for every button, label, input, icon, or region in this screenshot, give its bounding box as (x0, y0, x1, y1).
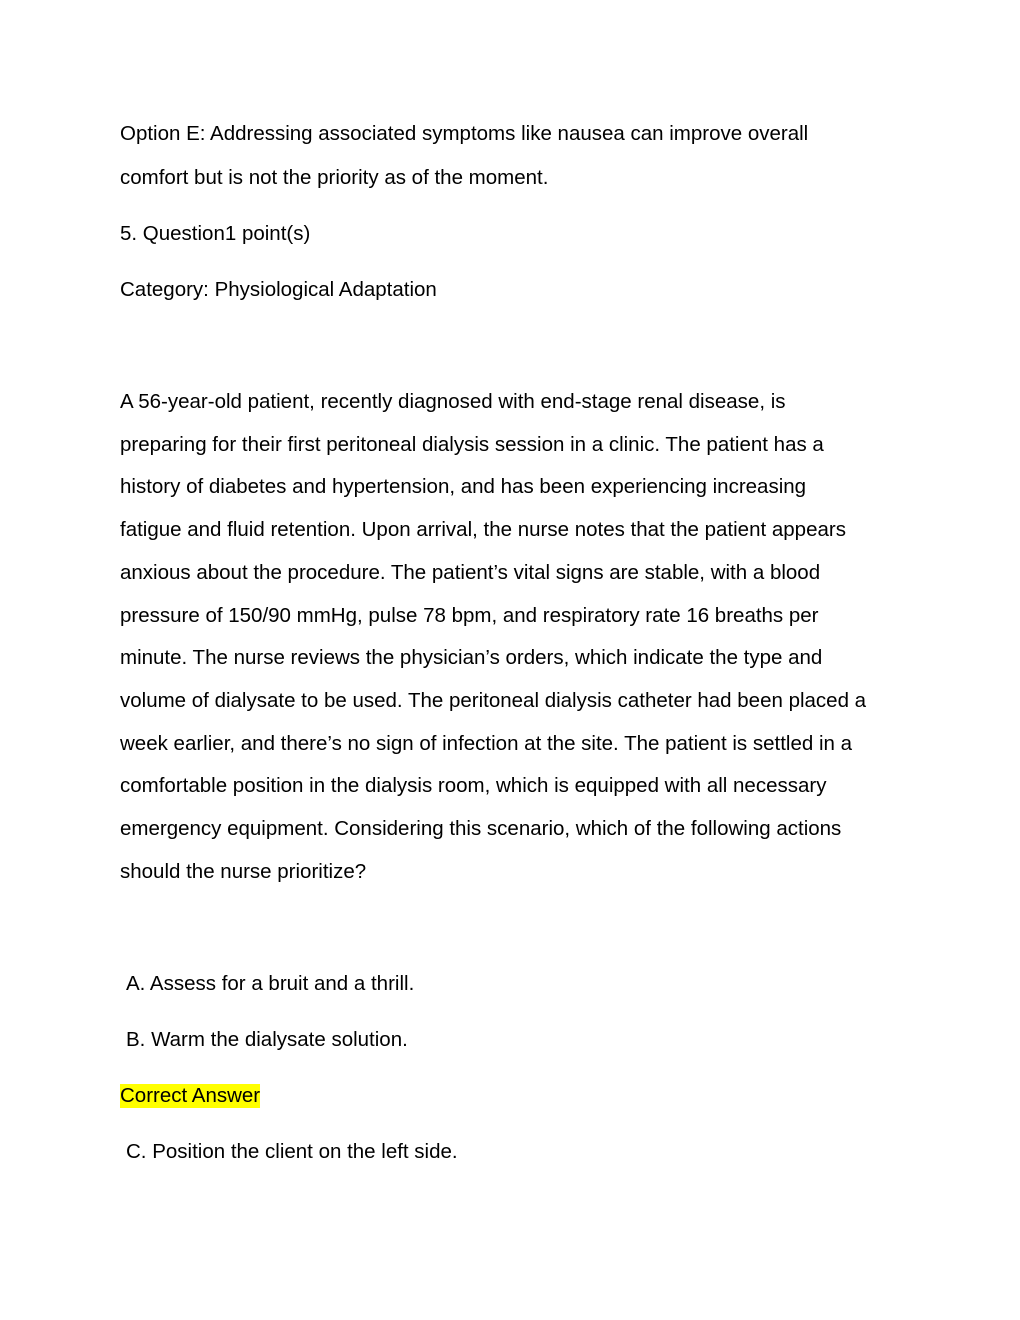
question-category: Category: Physiological Adaptation (120, 278, 437, 301)
correct-answer-label (120, 1084, 260, 1108)
question-stem-line: A 56-year-old patient, recently diagnosed with end-stage renal disease, is (120, 390, 786, 413)
question-header: 5. Question1 point(s) (120, 222, 311, 245)
question-stem-line: history of diabetes and hypertension, and has been experiencing increasing (120, 475, 807, 498)
question-stem-line: fatigue and fluid retention. Upon arrival, the nurse notes that the patient appears (120, 518, 846, 541)
answer-option-b: B. Warm the dialysate solution. (126, 1028, 408, 1051)
rationale-line: Option E: Addressing associated symptoms like nausea can improve overall (120, 122, 809, 145)
answer-option-a: A. Assess for a bruit and a thrill. (126, 972, 415, 995)
answer-option-c: C. Position the client on the left side. (126, 1140, 458, 1163)
question-stem-line: week earlier, and there’s no sign of infection at the site. The patient is settled in a (120, 732, 852, 755)
question-stem-line: preparing for their first peritoneal dialysis session in a clinic. The patient has a (120, 433, 824, 456)
question-stem-line: should the nurse prioritize? (120, 860, 367, 883)
question-stem-line: volume of dialysate to be used. The peritoneal dialysis catheter had been placed a (120, 689, 867, 712)
document-page (120, 0, 910, 1320)
question-stem-line: anxious about the procedure. The patient’s vital signs are stable, with a blood (120, 561, 821, 584)
question-stem-line: comfortable position in the dialysis room, which is equipped with all necessary (120, 774, 827, 797)
question-stem-line: pressure of 150/90 mmHg, pulse 78 bpm, and respiratory rate 16 breaths per (120, 604, 819, 627)
correct-answer-highlight: Correct Answer (120, 1084, 261, 1107)
rationale-line: comfort but is not the priority as of the moment. (120, 166, 549, 189)
question-stem-line: minute. The nurse reviews the physician’s orders, which indicate the type and (120, 646, 823, 669)
question-stem-line: emergency equipment. Considering this scenario, which of the following actions (120, 817, 842, 840)
